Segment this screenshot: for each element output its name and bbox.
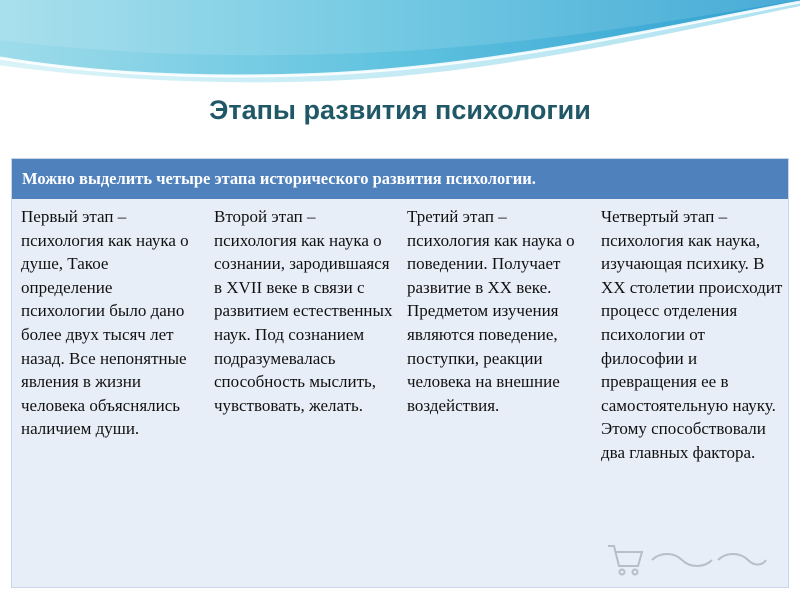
table-cell-stage-2: Второй этап – психология как наука о сознании, зародившаяся в XVII веке в связи с развитием естественных наук. Под сознанием подразумевалась способность мыслить, чувствовать, желать.	[214, 207, 393, 415]
table-header: Можно выделить четыре этапа исторического развития психологии.	[12, 159, 788, 199]
table-cell-stage-3: Третий этап – психология как наука о поведении. Получает развитие в XX веке. Предметом изучения являются поведение, поступки, реакции человека на внешние воздействия.	[407, 207, 575, 415]
table-cell-stage-1: Первый этап – психология как наука о душе, Такое определение психологии было дано более двух тысяч лет назад. Все непонятные явления в жизни человека объяснялись наличием души.	[21, 207, 189, 439]
slide-title: Этапы развития психологии	[209, 95, 591, 125]
decorative-wave-banner	[0, 0, 800, 92]
stages-table	[11, 158, 789, 588]
table-cell-stage-4: Четвертый этап – психология как наука, изучающая психику. В XX столетии происходит процесс отделения психологии от философии и превращения ее в самостоятельную науку. Этому способствовали два главных фактора.	[601, 207, 783, 462]
table-body	[12, 199, 788, 465]
